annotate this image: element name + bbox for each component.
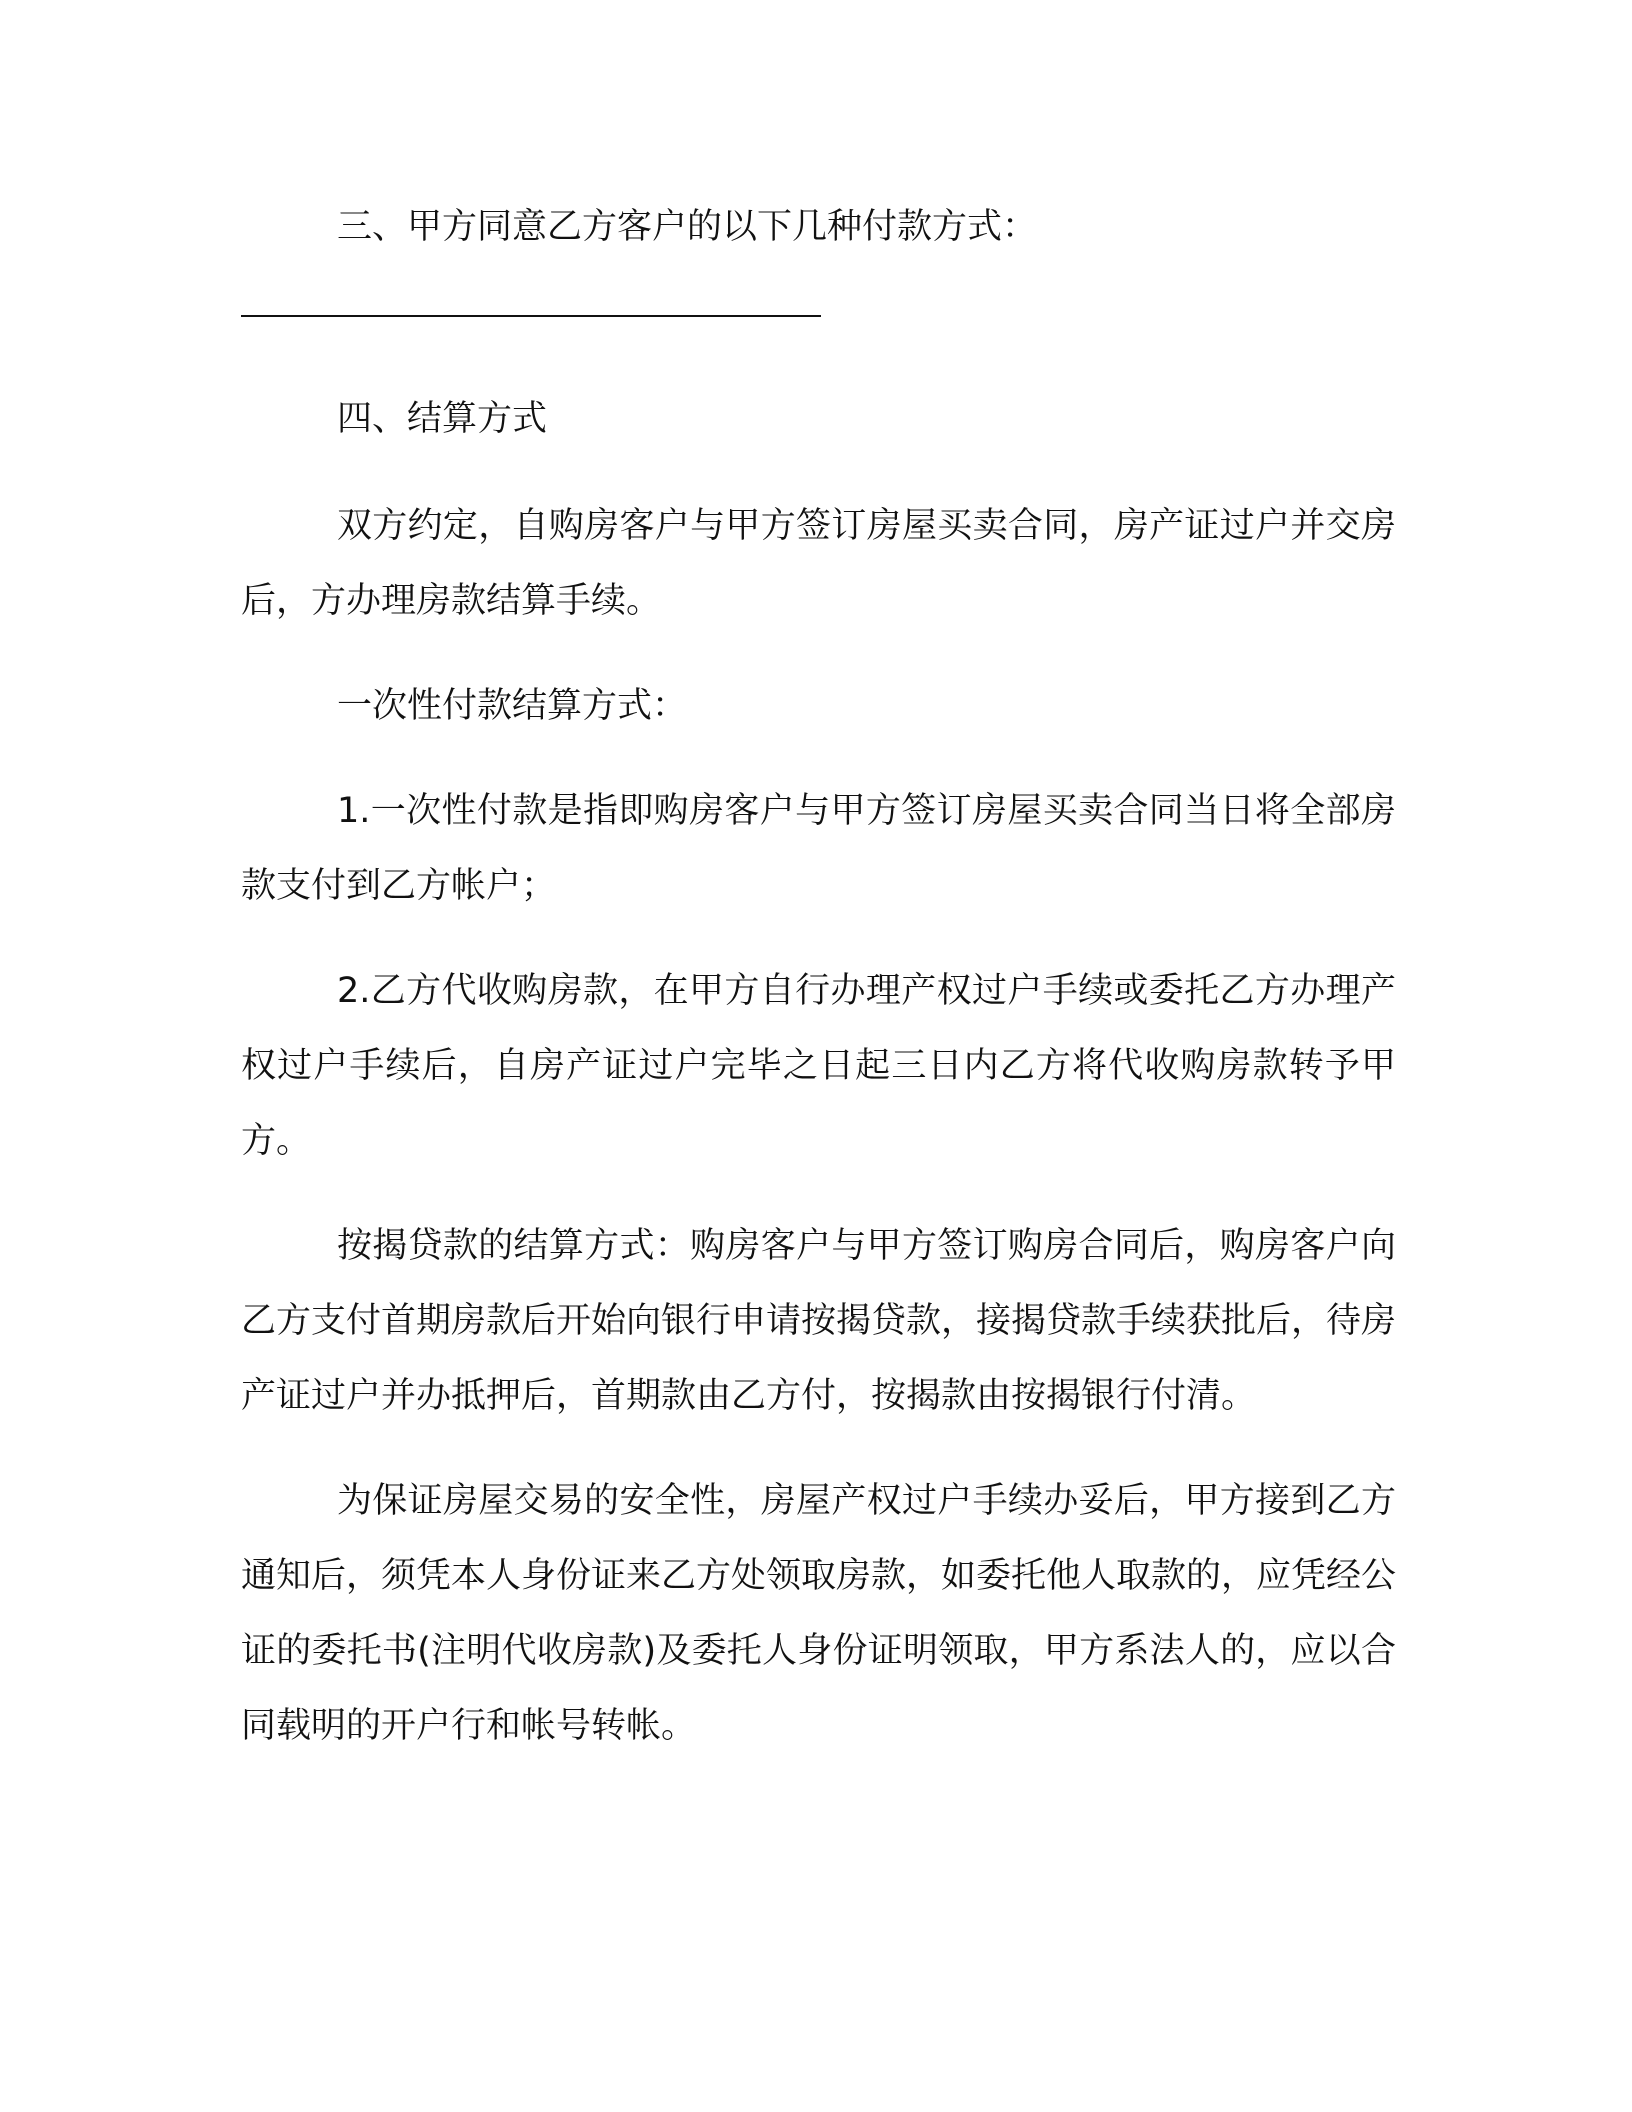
- section-3-heading: 三、甲方同意乙方客户的以下几种付款方式：: [337, 207, 1038, 247]
- lump-sum-item-1: 1.一次性付款是指即购房客户与甲方签订房屋买卖合同当日将全部房款支付到乙方帐户；: [241, 791, 1396, 906]
- settlement-agreement-paragraph: 双方约定，自购房客户与甲方签订房屋买卖合同，房产证过户并交房后，方办理房款结算手续。: [241, 506, 1396, 621]
- lump-sum-item-2: 2.乙方代收购房款，在甲方自行办理产权过户手续或委托乙方办理产权过户手续后，自房产证过户完毕之日起三日内乙方将代收购房款转予甲方。: [241, 971, 1396, 1161]
- document-body: [241, 190, 1396, 1794]
- mortgage-settlement-paragraph: 按揭贷款的结算方式：购房客户与甲方签订购房合同后，购房客户向乙方支付首期房款后开始向银行申请按揭贷款，接揭贷款手续获批后，待房产证过户并办抵押后，首期款由乙方付，按揭款由按揭银行付清。: [241, 1226, 1397, 1416]
- lump-sum-heading: 一次性付款结算方式：: [337, 686, 688, 726]
- fill-in-blank-line: [241, 315, 821, 317]
- security-paragraph: 为保证房屋交易的安全性，房屋产权过户手续办妥后，甲方接到乙方通知后，须凭本人身份证来乙方处领取房款，如委托他人取款的，应凭经公证的委托书(注明代收房款)及委托人身份证明领取，甲方系法人的，应以合同载明的开户行和帐号转帐。: [241, 1481, 1397, 1746]
- section-4-heading: 四、结算方式: [337, 399, 548, 439]
